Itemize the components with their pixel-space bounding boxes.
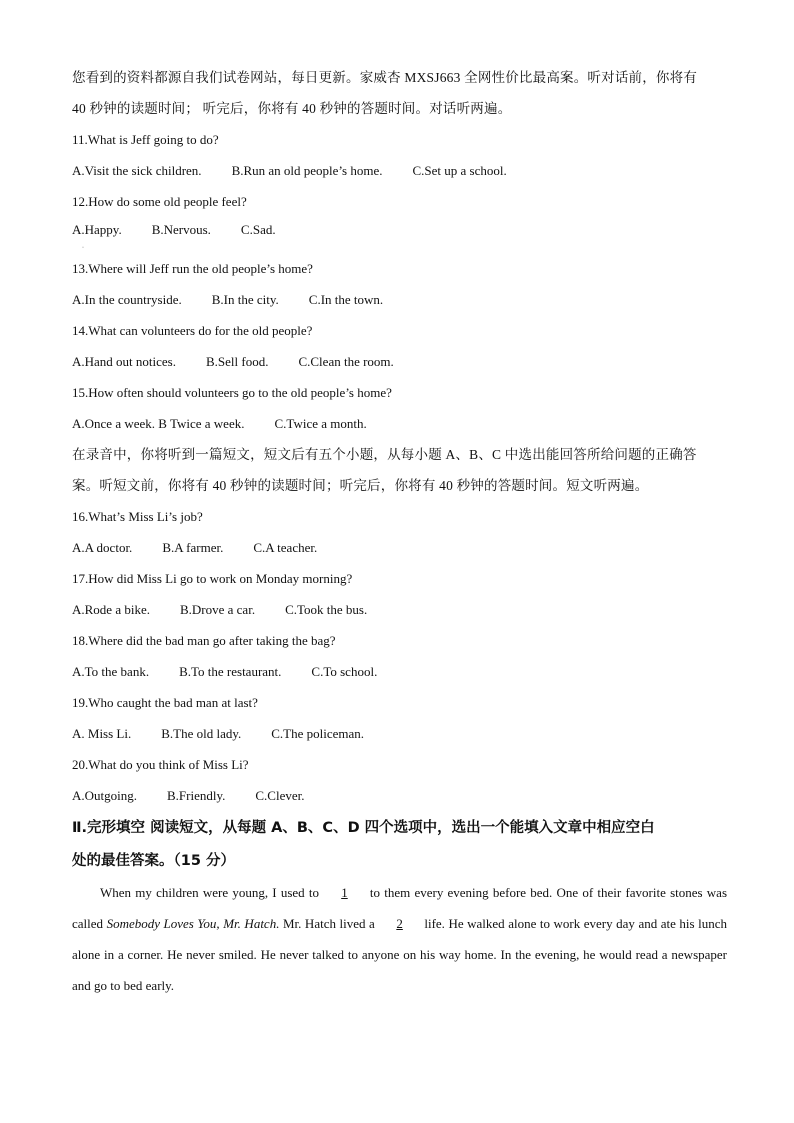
option-c: C.Set up a school. [412,163,507,178]
question-options [72,718,727,749]
question-text: 16.What’s Miss Li’s job? [72,509,203,524]
question-text: 11.What is Jeff going to do? [72,132,219,147]
option-c: C.The policeman. [271,726,365,741]
option-a: A.In the countryside. [72,292,182,307]
option-a: A.Hand out notices. [72,354,176,369]
question-text: 17.How did Miss Li go to work on Monday morning? [72,571,353,586]
option-a: A.Visit the sick children. [72,163,202,178]
option-c: C.Twice a month. [274,416,367,431]
option-a: A.Happy. [72,222,122,237]
instructions-line-1: 在录音中，你将听到一篇短文，短文后有五个小题，从每小题 A、B、C 中选出能回答所给问题的正确答 [72,447,697,462]
option-c: C.To school. [311,664,378,679]
question-options [72,217,727,243]
option-c: C.Clean the room. [298,354,394,369]
section-2-heading-line-2: 处的最佳答案。（15 分） [72,853,235,869]
option-b: B.Run an old people’s home. [231,163,383,178]
question-group-a [72,124,727,439]
option-a: A.Outgoing. [72,788,137,803]
option-b: B.Friendly. [167,788,226,803]
document-page [72,62,727,1001]
question-13 [72,253,727,315]
stray-mark: · [82,245,84,251]
story-title: Somebody Loves You, Mr. Hatch. [106,916,280,931]
instructions-line-2: 案。听短文前，你将有 40 秒钟的读题时间；听完后，你将有 40 秒钟的答题时间。短文听两遍。 [72,478,649,493]
option-ab: A.Once a week. B Twice a week. [72,416,245,431]
question-options [72,155,727,186]
question-options [72,656,727,687]
question-options [72,408,727,439]
question-11 [72,124,727,186]
option-b: B.Nervous. [151,222,211,237]
question-18 [72,625,727,687]
option-a: A. Miss Li. [72,726,132,741]
blank-2-number: 2 [396,916,403,931]
question-15 [72,377,727,439]
option-a: A.Rode a bike. [72,602,150,617]
option-b: B.Drove a car. [179,602,256,617]
option-c: C.In the town. [308,292,384,307]
option-b: B.A farmer. [162,540,224,555]
question-options [72,780,727,811]
question-17 [72,563,727,625]
option-c: C.Clever. [255,788,305,803]
option-b: B.To the restaurant. [179,664,282,679]
intro-line-1: 您看到的资料都源自我们试卷网站，每日更新。家威杏 MXSJ663 全网性价比最高案。听对话前，你将有 [72,70,698,85]
intro-line-2: 40 秒钟的读题时间； 听完后，你将有 40 秒钟的答题时间。对话听两遍。 [72,101,512,116]
passage-text-4: life. He walked alone to work every day and ate his lunch alone in a corner. He never smiled. He never talked to anyone on his way home. In the evening, he would read a newspaper and go to bed early. [72,916,728,993]
option-c: C.Took the bus. [285,602,368,617]
option-a: A.A doctor. [72,540,133,555]
cloze-passage [72,877,727,1001]
question-text: 13.Where will Jeff run the old people’s home? [72,261,313,276]
question-text: 14.What can volunteers do for the old people? [72,323,313,338]
question-options [72,532,727,563]
option-b: B.In the city. [211,292,279,307]
option-b: B.The old lady. [161,726,242,741]
blank-1 [323,885,366,900]
blank-1-number: 1 [341,885,348,900]
question-text: 12.How do some old people feel? [72,194,247,209]
question-text: 18.Where did the bad man go after taking the bag? [72,633,336,648]
option-b: B.Sell food. [205,354,269,369]
question-options [72,594,727,625]
question-14 [72,315,727,377]
question-16 [72,501,727,563]
question-group-b [72,501,727,811]
question-text: 15.How often should volunteers go to the old people’s home? [72,385,392,400]
question-20 [72,749,727,811]
passage-text-1: When my children were young, I used to [100,885,319,900]
passage-text-3: Mr. Hatch lived a [282,916,375,931]
question-12 [72,186,727,253]
blank-2 [378,916,421,931]
passage-text-2: to them every evening before bed. One of their favorite stones was called [72,885,728,931]
question-text: 19.Who caught the bad man at last? [72,695,258,710]
question-text: 20.What do you think of Miss Li? [72,757,249,772]
question-19 [72,687,727,749]
option-c: C.Sad. [240,222,276,237]
section-2-heading-line-1: Ⅱ.完形填空 阅读短文，从每题 A、B、C、D 四个选项中，选出一个能填入文章中相应空白 [72,820,655,836]
option-a: A.To the bank. [72,664,150,679]
option-c: C.A teacher. [253,540,318,555]
question-options [72,284,727,315]
question-options [72,346,727,377]
